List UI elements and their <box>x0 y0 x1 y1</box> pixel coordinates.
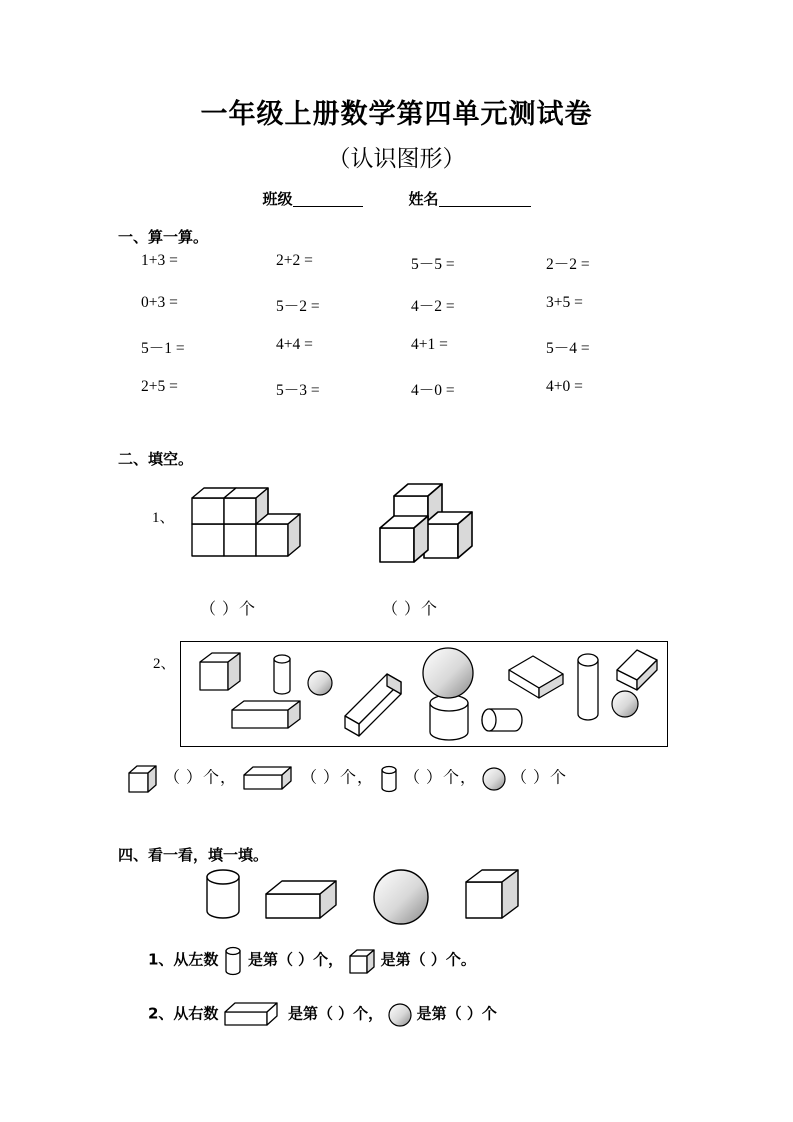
sphere-count-answer[interactable]: （ ）个 <box>511 769 568 787</box>
sphere-icon <box>387 1001 413 1029</box>
question-4-2-prefix: 2、从右数 <box>148 1004 219 1023</box>
cuboid-tilted-shape <box>339 664 417 742</box>
arithmetic-problem[interactable]: 5－5 = <box>411 256 455 273</box>
cylinder-icon <box>378 762 400 796</box>
arithmetic-problem[interactable]: 1+3 = <box>141 252 178 269</box>
cube-count-answer[interactable]: （ ）个， <box>164 769 238 787</box>
cube-stack-right <box>372 478 482 576</box>
cuboid-slab-tilted-shape <box>501 652 573 708</box>
section-two-heading: 二、填空。 <box>118 450 194 468</box>
cylinder-icon <box>222 944 244 978</box>
shapes-collection-box <box>180 641 668 747</box>
arithmetic-problem[interactable]: 0+3 = <box>141 294 178 311</box>
question-4-1-mid[interactable]: 是第（ ）个， <box>247 950 344 969</box>
cylinder-shape-row4 <box>200 866 246 926</box>
arithmetic-problem[interactable]: 3+5 = <box>546 294 583 311</box>
sphere-large-shape <box>419 644 477 702</box>
student-info-line <box>0 188 793 209</box>
arithmetic-problem[interactable]: 4+4 = <box>276 336 313 353</box>
question-4-2 <box>148 998 497 1032</box>
cylinder-lying-shape <box>477 704 529 736</box>
arithmetic-row <box>141 378 681 420</box>
cube-shape <box>197 650 247 698</box>
class-blank[interactable] <box>293 206 363 207</box>
arithmetic-problem[interactable]: 4+0 = <box>546 378 583 395</box>
question-4-1-prefix: 1、从左数 <box>148 950 219 969</box>
cuboid-count-answer[interactable]: （ ）个， <box>301 769 375 787</box>
page-subtitle: （认识图形） <box>327 146 466 171</box>
arithmetic-problem[interactable]: 5－2 = <box>276 298 320 315</box>
arithmetic-problem[interactable]: 4+1 = <box>411 336 448 353</box>
arithmetic-problem[interactable]: 2－2 = <box>546 256 590 273</box>
section-one-heading: 一、算一算。 <box>118 228 209 246</box>
question-4-2-mid[interactable]: 是第（ ）个， <box>287 1004 384 1023</box>
sphere-icon <box>481 764 507 794</box>
question-4-1-suffix[interactable]: 是第（ ）个。 <box>380 950 476 969</box>
question-4-2-suffix[interactable]: 是第（ ）个 <box>416 1004 497 1023</box>
arithmetic-problem[interactable]: 5－3 = <box>276 382 320 399</box>
cylinder-tall-shape <box>573 650 603 726</box>
class-label: 班级 <box>262 190 293 208</box>
arithmetic-grid <box>141 252 681 420</box>
question-2-2-answer-row <box>126 762 567 796</box>
cube-stack-left <box>186 484 306 569</box>
section-four-heading: 四、看一看，填一填。 <box>118 846 269 864</box>
arithmetic-problem[interactable]: 4－0 = <box>411 382 455 399</box>
name-label: 姓名 <box>408 190 439 208</box>
page-title: 一年级上册数学第四单元测试卷 <box>200 99 593 130</box>
cuboid-shape-row4 <box>262 876 346 928</box>
cylinder-count-answer[interactable]: （ ）个， <box>404 769 478 787</box>
cube-icon <box>126 762 160 796</box>
question-4-1 <box>148 944 476 978</box>
arithmetic-problem[interactable]: 5－1 = <box>141 340 185 357</box>
arithmetic-row <box>141 336 681 378</box>
sphere-small-shape <box>305 668 335 698</box>
arithmetic-problem[interactable]: 2+5 = <box>141 378 178 395</box>
arithmetic-row <box>141 294 681 336</box>
arithmetic-problem[interactable]: 4－2 = <box>411 298 455 315</box>
question-2-1-right-answer[interactable]: （ ）个 <box>382 601 439 618</box>
sphere-shape-row4 <box>370 866 432 928</box>
question-2-2-number: 2、 <box>153 656 176 672</box>
cylinder-small-shape <box>269 652 295 698</box>
question-2-1-number: 1、 <box>152 510 175 526</box>
cube-shape-row4 <box>462 866 524 928</box>
question-2-1-left-answer[interactable]: （ ）个 <box>200 601 257 618</box>
arithmetic-problem[interactable]: 5－4 = <box>546 340 590 357</box>
cube-icon <box>347 946 377 976</box>
cuboid-flat-shape <box>229 698 309 738</box>
arithmetic-row <box>141 252 681 294</box>
arithmetic-problem[interactable]: 2+2 = <box>276 252 313 269</box>
name-blank[interactable] <box>439 206 531 207</box>
cube-tilted-shape <box>613 644 669 696</box>
cuboid-icon <box>241 762 297 796</box>
cuboid-icon <box>222 998 284 1032</box>
